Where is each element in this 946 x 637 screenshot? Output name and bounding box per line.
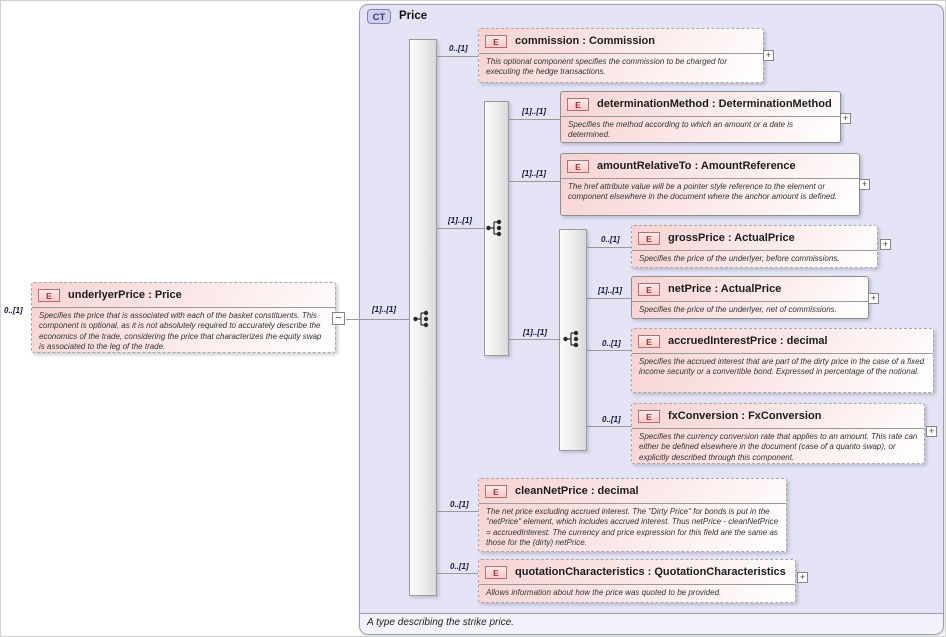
cardinality-label: [1]..[1] (522, 169, 546, 178)
cardinality-label: 0..[1] (602, 339, 621, 348)
element-label: accruedInterestPrice : decimal (668, 335, 828, 347)
element-title (479, 479, 786, 501)
element-description: Specifies the method according to which an amount or a date is determined. (568, 120, 794, 140)
connector-line (587, 298, 631, 299)
determinationMethod-expand-button[interactable]: + (840, 113, 851, 124)
element-title (561, 92, 840, 114)
element-label: commission : Commission (515, 35, 655, 47)
element-badge: E (485, 35, 507, 48)
cardinality-label: [1]..[1] (523, 328, 547, 337)
element-determinationMethod[interactable] (560, 91, 841, 143)
fxConversion-expand-button[interactable]: + (926, 426, 937, 437)
cardinality-label: [1]..[1] (448, 216, 472, 225)
quotationCharacteristics-expand-button[interactable]: + (797, 572, 808, 583)
connector-line (437, 511, 478, 512)
connector-line (509, 339, 559, 340)
grossPrice-expand-button[interactable]: + (880, 239, 891, 250)
element-badge: E (38, 289, 60, 302)
element-title (32, 283, 335, 305)
underlyerPrice-collapse-button[interactable]: − (332, 312, 345, 325)
element-label: determinationMethod : DeterminationMethod (597, 98, 832, 110)
cardinality-label: 0..[1] (602, 415, 621, 424)
element-description: Specifies the accrued interest that are part of the dirty price in the case of a fixed income security or a convertible bond. Expressed in percentage of the notional. (639, 357, 925, 377)
cardinality-label: 0..[1] (449, 44, 468, 53)
element-title (479, 29, 763, 51)
sequence-icon (412, 310, 434, 328)
commission-expand-button[interactable]: + (763, 50, 774, 61)
element-description: Specifies the price that is associated with each of the basket constituents. This component is optional, as it is not absolutely required to accurately describe the economics of the trade, considering the price that characterizes the equity swap is associated to the leg of the trade. (39, 311, 322, 352)
complex-type-title: Price (399, 10, 428, 22)
element-netPrice[interactable] (631, 276, 869, 319)
element-badge: E (638, 335, 660, 348)
connector-line (437, 228, 484, 229)
connector-line (587, 247, 631, 248)
cardinality-label: 0..[1] (601, 235, 620, 244)
element-grossPrice[interactable] (631, 225, 878, 268)
cardinality-label: [1]..[1] (522, 107, 546, 116)
element-label: grossPrice : ActualPrice (668, 232, 795, 244)
element-accruedInterestPrice[interactable] (631, 328, 934, 393)
element-badge: E (485, 566, 507, 579)
element-label: quotationCharacteristics : QuotationCharacteristics (515, 566, 786, 578)
element-badge: E (567, 160, 589, 173)
element-badge: E (638, 410, 660, 423)
connector-line (509, 181, 560, 182)
element-description: This optional component specifies the commission to be charged for executing the hedge transactions. (486, 57, 728, 77)
element-title (632, 226, 877, 248)
element-title (632, 277, 868, 299)
element-badge: E (485, 485, 507, 498)
sequence-icon (485, 219, 507, 237)
cardinality-label: [1]..[1] (372, 305, 396, 314)
connector-line (346, 319, 409, 320)
type-annotation: A type describing the strike price. (367, 617, 514, 628)
netPrice-expand-button[interactable]: + (868, 293, 879, 304)
element-amountRelativeTo[interactable] (560, 153, 860, 216)
connector-line (587, 350, 631, 351)
element-label: fxConversion : FxConversion (668, 410, 822, 422)
element-badge: E (638, 232, 660, 245)
connector-line (509, 119, 560, 120)
cardinality-label: 0..[1] (4, 306, 23, 315)
element-label: cleanNetPrice : decimal (515, 485, 639, 497)
connector-line (437, 56, 478, 57)
element-underlyerPrice[interactable] (31, 282, 336, 353)
element-title (632, 329, 933, 351)
amountRelativeTo-expand-button[interactable]: + (859, 179, 870, 190)
element-badge: E (638, 283, 660, 296)
element-title (561, 154, 859, 176)
element-title (632, 404, 924, 426)
cardinality-label: 0..[1] (450, 562, 469, 571)
connector-line (437, 573, 478, 574)
element-description: The net price excluding accrued interest. The "Dirty Price" for bonds is put in the "netPrice" element, which includes accrued interest. Thus netPrice - cleanNetPrice = accruedInterest. The currency and price expression for this field are the same as those for the (dirty) netPrice. (486, 507, 779, 548)
element-label: netPrice : ActualPrice (668, 283, 782, 295)
element-quotationCharacteristics[interactable] (478, 559, 796, 603)
element-description: Allows information about how the price was quoted to be provided. (486, 588, 722, 597)
element-cleanNetPrice[interactable] (478, 478, 787, 552)
element-badge: E (567, 98, 589, 111)
element-description: Specifies the price of the underlyer, net of commissions. (639, 305, 837, 314)
element-label: underlyerPrice : Price (68, 289, 182, 301)
element-label: amountRelativeTo : AmountReference (597, 160, 796, 172)
element-title (479, 560, 795, 582)
element-description: The href attribute value will be a pointer style reference to the element or component elsewhere in the document where the anchor amount is defined. (568, 182, 838, 202)
element-commission[interactable] (478, 28, 764, 83)
cardinality-label: 0..[1] (450, 500, 469, 509)
element-description: Specifies the price of the underlyer, before commissions. (639, 254, 840, 263)
element-fxConversion[interactable] (631, 403, 925, 464)
sequence-icon (562, 330, 584, 348)
element-description: Specifies the currency conversion rate that applies to an amount. This rate can either be defined elsewhere in the document (case of a quanto swap), or explicitly described through this component. (639, 432, 918, 462)
complex-type-badge: CT (367, 9, 391, 24)
connector-line (587, 426, 631, 427)
cardinality-label: [1]..[1] (598, 286, 622, 295)
